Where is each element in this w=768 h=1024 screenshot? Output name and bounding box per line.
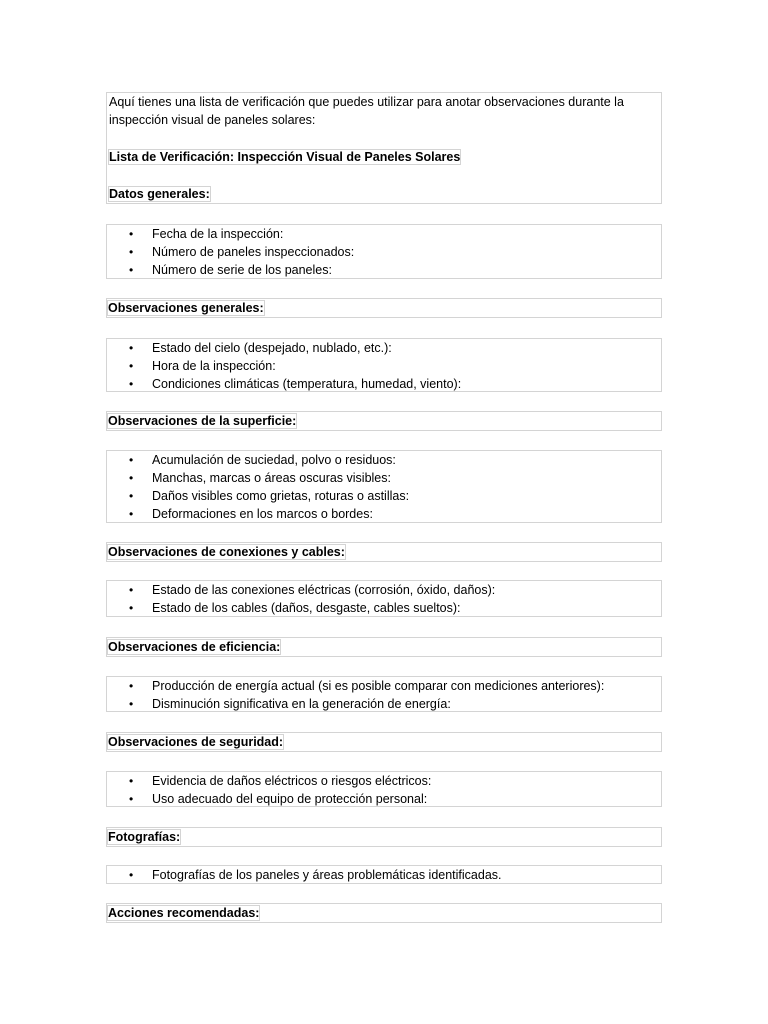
section-heading-text: Observaciones de conexiones y cables: (108, 545, 345, 559)
list-item: • Número de serie de los paneles: (107, 261, 661, 279)
section-heading-text: Observaciones de seguridad: (108, 735, 284, 749)
section-heading-superficie (106, 411, 662, 431)
intro-text: Aquí tienes una lista de verificación que puedes utilizar para anotar observaciones durante la inspección visual de paneles solares: (109, 95, 624, 127)
list-item: • Manchas, marcas o áreas oscuras visibles: (107, 469, 661, 487)
section-list-fotografias (106, 865, 662, 884)
section-heading-conexiones (106, 542, 662, 562)
section-list-generales (106, 338, 662, 392)
datos-generales-heading-text: Datos generales: (109, 187, 210, 201)
section-heading-text: Acciones recomendadas: (108, 906, 260, 920)
section-heading-text: Observaciones de la superficie: (108, 414, 297, 428)
section-heading-eficiencia (106, 637, 662, 657)
list-item: • Estado del cielo (despejado, nublado, etc.): (107, 339, 661, 357)
list-item: • Número de paneles inspeccionados: (107, 243, 661, 261)
section-heading-text: Observaciones de eficiencia: (108, 640, 281, 654)
section-list-superficie (106, 450, 662, 523)
list-item: • Condiciones climáticas (temperatura, humedad, viento): (107, 375, 661, 393)
section-list-seguridad (106, 771, 662, 807)
datos-generales-heading (109, 185, 659, 203)
section-heading-fotografias (106, 827, 662, 847)
list-item: • Fotografías de los paneles y áreas problemáticas identificadas. (107, 866, 661, 884)
list-item: • Daños visibles como grietas, roturas o astillas: (107, 487, 661, 505)
list-item: • Uso adecuado del equipo de protección personal: (107, 790, 661, 808)
list-item: • Deformaciones en los marcos o bordes: (107, 505, 661, 523)
section-list-eficiencia (106, 676, 662, 712)
section-heading-text: Fotografías: (108, 830, 181, 844)
intro-block (106, 92, 662, 204)
section-heading-generales (106, 298, 662, 318)
list-item: • Evidencia de daños eléctricos o riesgos eléctricos: (107, 772, 661, 790)
section-heading-text: Observaciones generales: (108, 301, 264, 315)
list-item: • Disminución significativa en la generación de energía: (107, 695, 661, 713)
list-item: • Acumulación de suciedad, polvo o residuos: (107, 451, 661, 469)
document-title (109, 148, 659, 166)
section-list-conexiones (106, 580, 662, 617)
datos-generales-list (106, 224, 662, 279)
list-item: • Estado de las conexiones eléctricas (corrosión, óxido, daños): (107, 581, 661, 599)
document-title-text: Lista de Verificación: Inspección Visual de Paneles Solares (109, 150, 461, 164)
section-heading-seguridad (106, 732, 662, 752)
list-item: • Estado de los cables (daños, desgaste, cables sueltos): (107, 599, 661, 617)
list-item: • Producción de energía actual (si es posible comparar con mediciones anteriores): (107, 677, 661, 695)
list-item: • Fecha de la inspección: (107, 225, 661, 243)
section-heading-acciones (106, 903, 662, 923)
list-item: • Hora de la inspección: (107, 357, 661, 375)
